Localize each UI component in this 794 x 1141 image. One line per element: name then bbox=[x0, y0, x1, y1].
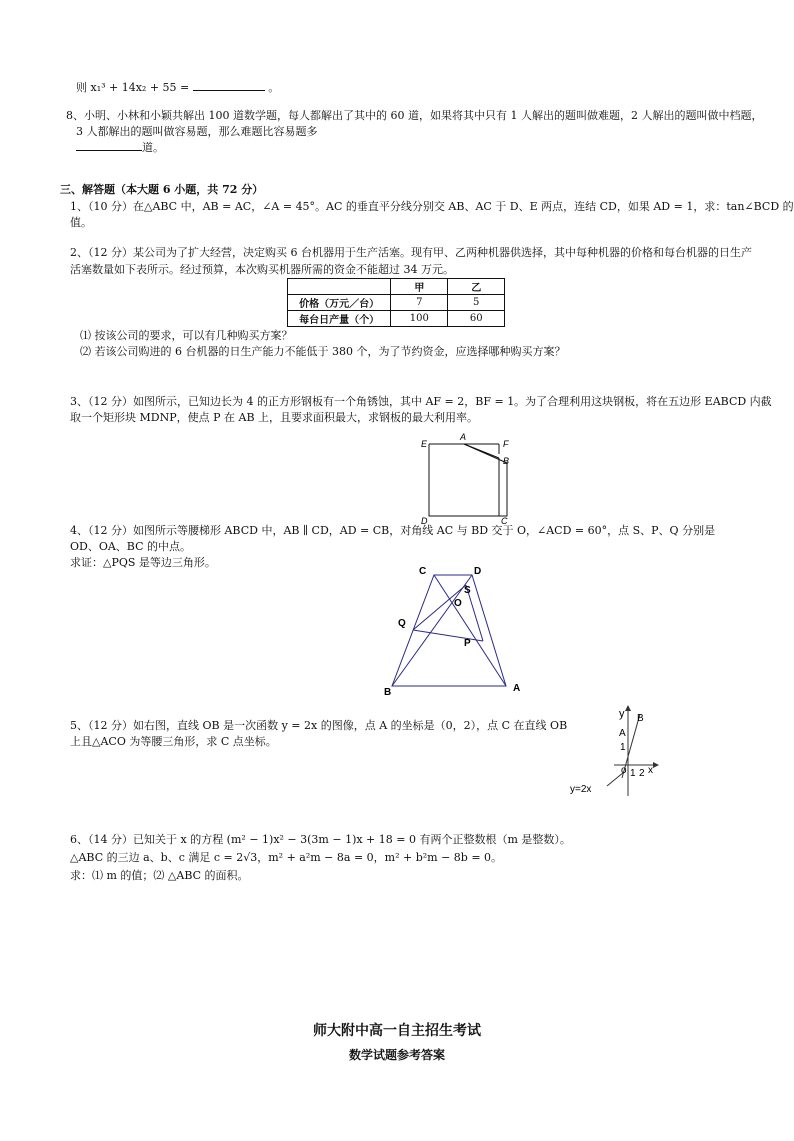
x-axis-arrow bbox=[653, 762, 659, 768]
label-C: C bbox=[419, 566, 427, 577]
p1-line-1: 1、（10 分）在△ABC 中，AB = AC，∠A = 45°。AC 的垂直平分线分别交 AB、AC 于 D、E 两点，连结 CD，如果 AD = 1，求：tan∠BCD 的 bbox=[70, 200, 794, 213]
p4-line-2: OD、OA、BC 的中点。 bbox=[70, 540, 191, 553]
label-O: O bbox=[454, 598, 462, 609]
diagonal-BD bbox=[392, 575, 472, 686]
segment-QP bbox=[413, 630, 483, 641]
q8-suffix: 道。 bbox=[142, 141, 164, 154]
q7-suffix: 。 bbox=[268, 81, 280, 94]
table-cell: 100 bbox=[391, 311, 448, 327]
q7-answer-line bbox=[76, 80, 279, 96]
label-A: A bbox=[460, 432, 467, 442]
label-Q: Q bbox=[398, 618, 406, 629]
p6-line-2: △ABC 的三边 a、b、c 满足 c = 2√3，m² + a²m − 8a = 0，m² + b²m − 8b = 0。 bbox=[70, 851, 503, 864]
p2-line-1: 2、（12 分）某公司为了扩大经营，决定购买 6 台机器用于生产活塞。现有甲、乙两种机器供选择，其中每种机器的价格和每台机器的日生产 bbox=[70, 246, 752, 259]
label-D: D bbox=[421, 516, 428, 525]
p5-line-1: 5、（12 分）如右图，直线 OB 是一次函数 y = 2x 的图像，点 A 的坐标是（0，2），点 C 在直线 OB bbox=[70, 719, 568, 732]
label-B: B bbox=[384, 687, 392, 698]
p6-line-1: 6、（14 分）已知关于 x 的方程 (m² − 1)x² − 3(3m − 1)x + 18 = 0 有两个正整数根（m 是整数）。 bbox=[70, 833, 571, 846]
table-header-row bbox=[288, 279, 505, 295]
steel-plate-figure bbox=[415, 430, 525, 525]
answer-blank bbox=[76, 150, 142, 151]
p6-line-3: 求：⑴ m 的值；⑵ △ABC 的面积。 bbox=[70, 869, 249, 882]
label-F: F bbox=[503, 439, 509, 449]
q8-line-1: 8、小明、小林和小颖共解出 100 道数学题，每人都解出了其中的 60 道，如果将其中只有 1 人解出的题叫做难题，2 人解出的题叫做中档题， bbox=[66, 109, 763, 122]
p2-sub-1: ⑴ 按该公司的要求，可以有几种购买方案？ bbox=[80, 329, 293, 342]
p3-line-2: 取一个矩形块 MDNP，使点 P 在 AB 上，且要求面积最大，求钢板的最大利用率。 bbox=[70, 411, 479, 424]
label-S: S bbox=[464, 585, 471, 596]
label-P: P bbox=[464, 638, 471, 649]
p2-sub-2: ⑵ 若该公司购进的 6 台机器的日生产能力不能低于 380 个，为了节约资金，应选择哪种购买方案？ bbox=[80, 345, 566, 358]
label-origin: o bbox=[621, 765, 627, 776]
table-cell: 价格（万元／台） bbox=[288, 295, 391, 311]
p1-line-2: 值。 bbox=[70, 216, 92, 229]
trapezoid-figure bbox=[380, 562, 530, 698]
q8-line-3 bbox=[76, 140, 164, 156]
p3-line-1: 3、（12 分）如图所示，已知边长为 4 的正方形钢板有一个角锈蚀，其中 AF = 2，BF = 1。为了合理利用这块钢板，将在五边形 EABCD 内截 bbox=[70, 395, 772, 408]
table-row bbox=[288, 295, 505, 311]
x-tick-2: 2 bbox=[639, 768, 645, 779]
section-3-title: 三、解答题（本大题 6 小题，共 72 分） bbox=[60, 183, 264, 196]
linear-function-graph bbox=[562, 700, 662, 800]
label-x: x bbox=[648, 765, 653, 776]
p4-line-3: 求证：△PQS 是等边三角形。 bbox=[70, 556, 216, 569]
p4-line-1: 4、（12 分）如图所示等腰梯形 ABCD 中，AB ∥ CD，AD = CB，对角线 AC 与 BD 交于 O，∠ACD = 60°，点 S、P、Q 分别是 bbox=[70, 524, 716, 537]
table-cell: 5 bbox=[448, 295, 505, 311]
p5-line-2: 上且△ACO 为等腰三角形，求 C 点坐标。 bbox=[70, 735, 277, 748]
answer-key-subtitle: 数学试题参考答案 bbox=[348, 1048, 445, 1062]
pentagon-outline bbox=[429, 444, 510, 516]
p2-line-2: 活塞数量如下表所示。经过预算，本次购买机器所需的资金不能超过 34 万元。 bbox=[70, 263, 454, 276]
label-D: D bbox=[474, 566, 482, 577]
label-C: C bbox=[501, 516, 508, 525]
table-cell: 7 bbox=[391, 295, 448, 311]
label-B: B bbox=[503, 456, 510, 466]
answer-blank bbox=[193, 90, 265, 91]
y-axis-arrow bbox=[625, 705, 631, 711]
label-y: y bbox=[619, 708, 625, 720]
x-tick-1: 1 bbox=[630, 768, 636, 779]
label-A: A bbox=[619, 728, 626, 739]
table-cell: 每台日产量（个） bbox=[288, 311, 391, 327]
table-row bbox=[288, 311, 505, 327]
table-header-cell bbox=[288, 279, 391, 295]
trapezoid-ABCD bbox=[392, 575, 506, 686]
table-header-cell: 乙 bbox=[448, 279, 505, 295]
table-cell: 60 bbox=[448, 311, 505, 327]
y-tick-1: 1 bbox=[620, 742, 626, 753]
q7-expression: x₁³ + 14x₂ + 55 = bbox=[90, 81, 190, 94]
equation-label: y=2x bbox=[570, 784, 592, 795]
machine-table bbox=[287, 278, 505, 327]
q7-prefix: 则 bbox=[76, 81, 87, 94]
label-E: E bbox=[421, 439, 428, 449]
table-header-cell: 甲 bbox=[391, 279, 448, 295]
label-A: A bbox=[513, 683, 521, 694]
rust-cut-line bbox=[464, 444, 499, 458]
label-B: B bbox=[637, 713, 644, 724]
q8-line-2: 3 人都解出的题叫做容易题，那么难题比容易题多 bbox=[76, 125, 318, 138]
answer-key-title: 师大附中高一自主招生考试 bbox=[313, 1023, 481, 1039]
